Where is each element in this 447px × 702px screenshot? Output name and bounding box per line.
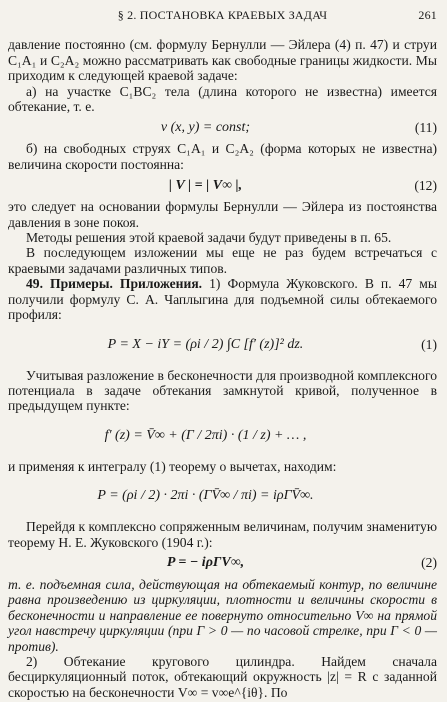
equation-expansion-body: f′ (z) = V̄∞ + (Γ / 2πi) · (1 / z) + … , bbox=[104, 428, 307, 444]
equation-2-number: (2) bbox=[421, 555, 437, 571]
equation-residue-body: P = (ρi / 2) · 2πi · (ΓV̄∞ / πi) = iρΓV̄∞. bbox=[97, 488, 314, 504]
equation-residue bbox=[8, 477, 437, 515]
equation-11-body: v (x, y) = const; bbox=[160, 119, 251, 135]
paragraph-11: 2) Обтекание кругового цилиндра. Найдем сначала бесциркуляционный поток, обтекающий окружность |z| = R с заданной скоростью на бесконечности V∞ = v∞e^{iθ}. По bbox=[8, 653, 437, 700]
header-title: § 2. ПОСТАНОВКА КРАЕВЫХ ЗАДАЧ bbox=[117, 8, 328, 22]
running-header bbox=[8, 8, 437, 23]
equation-1 bbox=[8, 326, 437, 364]
equation-12-number: (12) bbox=[414, 177, 437, 193]
equation-12-body: | V | = | V∞ |, bbox=[168, 177, 243, 193]
equation-11-number: (11) bbox=[414, 119, 437, 135]
section-intro: 1) Формула Жуковского. В п. 47 мы получили формулу С. А. Чаплыгина для подъемной силы обтекаемого профиля: bbox=[8, 276, 437, 323]
equation-2 bbox=[8, 553, 437, 573]
paragraph-5: Методы решения этой краевой задачи будут приведены в п. 65. bbox=[26, 230, 392, 246]
paragraph-4: это следует на основании формулы Бернулли — Эйлера из постоянства давления в зоне покоя. bbox=[8, 199, 437, 230]
paragraph-1: давление постоянно (см. формулу Бернулли — Эйлера (4) п. 47) и струи C₁A₁ и C₂A₂ можно рассматривать как свободные границы жидкости. Мы приходим к следующей краевой задаче: bbox=[8, 37, 437, 84]
paragraph-theorem: т. е. подъемная сила, действующая на обтекаемый контур, по величине равна произведению из циркуляции, плотности и величины скорости в бесконечности и направление ее повернуто относительно V∞ на прямой угол навстречу циркуляции (при Γ > 0 — по часовой стрелке, при Γ < 0 — против). bbox=[8, 576, 437, 654]
section-49 bbox=[8, 276, 437, 322]
paragraph-9: Перейдя к комплексно сопряженным величинам, получим знаменитую теорему Н. Е. Жуковского (1904 г.): bbox=[8, 519, 437, 550]
equation-expansion bbox=[8, 417, 437, 455]
paragraph-3: б) на свободных струях C₁A₁ и C₂A₂ (форма которых не известна) величина скорости постоянна: bbox=[8, 141, 437, 172]
equation-11 bbox=[8, 117, 437, 137]
section-title: 49. Примеры. Приложения. bbox=[26, 276, 203, 292]
paragraph-6: В последующем изложении мы еще не раз будем встречаться с краевыми задачами различных типов. bbox=[8, 245, 437, 276]
paragraph-2: а) на участке C₁BC₂ тела (длина которого не известна) имеется обтекание, т. е. bbox=[8, 83, 437, 115]
paragraph-7: Учитывая разложение в бесконечности для производной комплексного потенциала в задаче обтекания замкнутой кривой, полученное в предыдущем пункте: bbox=[8, 367, 437, 414]
equation-1-body: P = X − iY = (ρi / 2) ∫C [f′ (z)]² dz. bbox=[107, 336, 304, 352]
equation-1-number: (1) bbox=[421, 336, 437, 352]
equation-2-body: P = − iρΓV∞, bbox=[166, 555, 245, 571]
page-number: 261 bbox=[418, 8, 437, 22]
equation-12 bbox=[8, 175, 437, 195]
paragraph-8: и применяя к интегралу (1) теорему о вычетах, находим: bbox=[8, 458, 337, 474]
